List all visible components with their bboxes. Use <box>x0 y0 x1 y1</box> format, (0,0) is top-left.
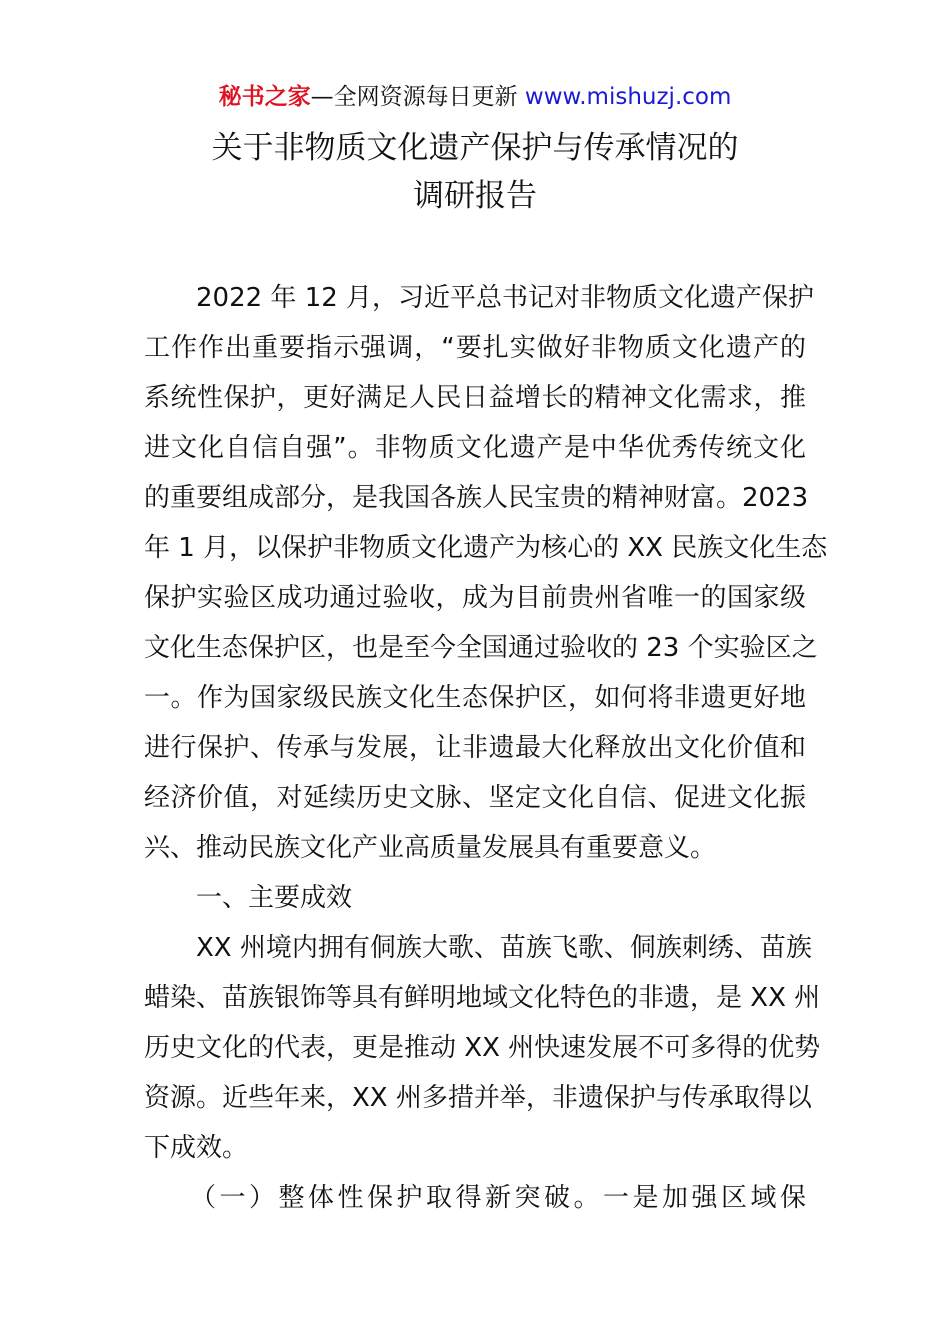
site-header <box>0 80 950 114</box>
body-line: 下成效。 <box>144 1133 249 1163</box>
document-title-line-1: 关于非物质文化遗产保护与传承情况的 <box>211 130 739 166</box>
body-line: 2022 年 12 月，习近平总书记对非物质文化遗产保护 <box>144 283 815 313</box>
body-line: 进行保护、传承与发展，让非遗最大化释放出文化价值和 <box>144 733 806 763</box>
subsection-heading: （一）整体性保护取得新突破。一是加强区域保 <box>144 1183 806 1213</box>
body-line: 历史文化的代表，更是推动 XX 州快速发展不可多得的优势 <box>144 1033 821 1063</box>
body-line: 的重要组成部分，是我国各族人民宝贵的精神财富。2023 <box>144 483 809 513</box>
body-line: 年 1 月，以保护非物质文化遗产为核心的 XX 民族文化生态 <box>144 533 828 563</box>
body-line: 兴、推动民族文化产业高质量发展具有重要意义。 <box>144 833 717 863</box>
body-line: 文化生态保护区，也是至今全国通过验收的 23 个实验区之 <box>144 633 818 663</box>
body-line: 保护实验区成功通过验收，成为目前贵州省唯一的国家级 <box>144 583 806 613</box>
site-url-link[interactable]: www.mishuzj.com <box>524 84 732 110</box>
body-line: 资源。近些年来，XX 州多措并举，非遗保护与传承取得以 <box>144 1083 812 1113</box>
body-line: 系统性保护，更好满足人民日益增长的精神文化需求，推 <box>144 383 806 413</box>
body-line: 蜡染、苗族银饰等具有鲜明地域文化特色的非遗，是 XX 州 <box>144 983 821 1013</box>
body-line: 经济价值，对延续历史文脉、坚定文化自信、促进文化振 <box>144 783 806 813</box>
body-line: 工作作出重要指示强调，“要扎实做好非物质文化遗产的 <box>144 333 806 363</box>
body-line: XX 州境内拥有侗族大歌、苗族飞歌、侗族刺绣、苗族 <box>144 933 812 963</box>
section-heading: 一、主要成效 <box>144 883 353 913</box>
document-title-line-2: 调研报告 <box>413 178 537 214</box>
header-tagline: —全网资源每日更新 <box>310 84 518 110</box>
brand-name: 秘书之家 <box>218 84 311 110</box>
body-line: 进文化自信自强”。非物质文化遗产是中华优秀传统文化 <box>144 433 806 463</box>
body-line: 一。作为国家级民族文化生态保护区，如何将非遗更好地 <box>144 683 806 713</box>
